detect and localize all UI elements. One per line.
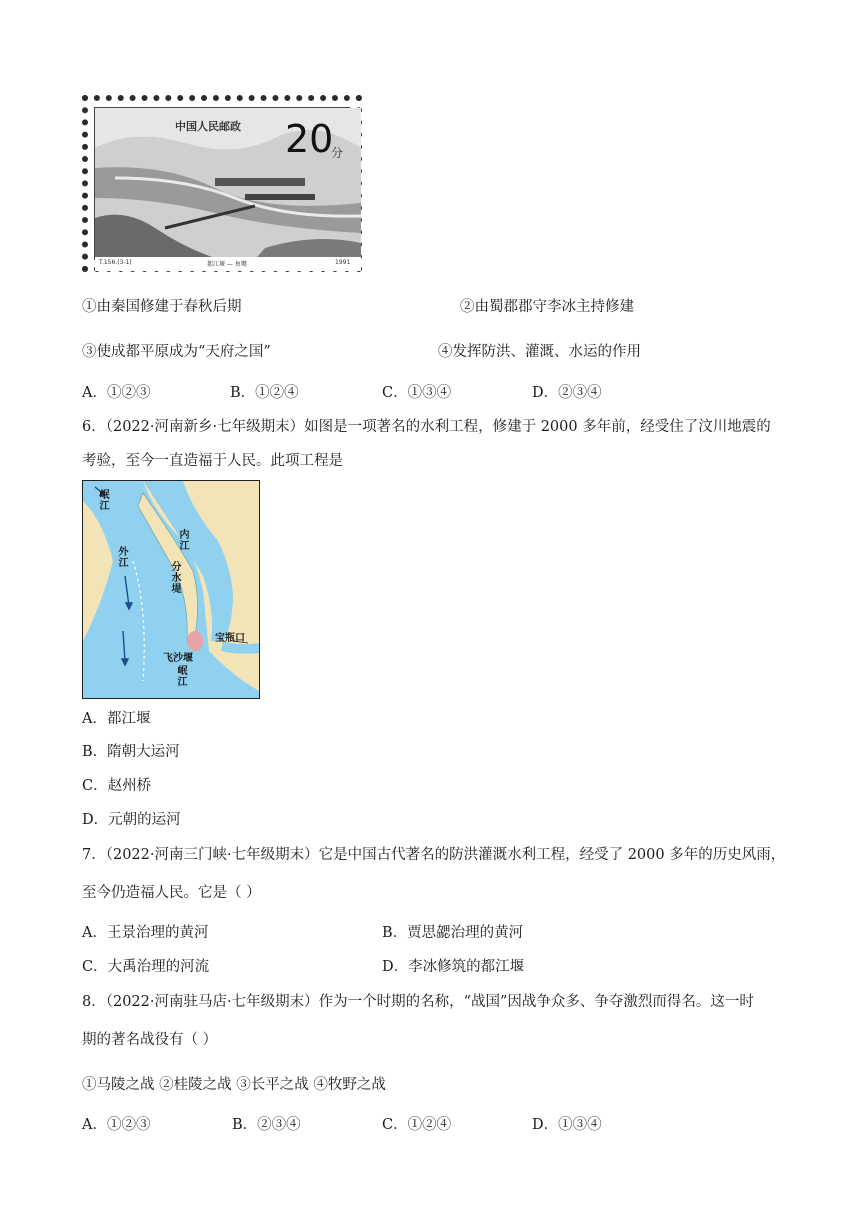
q5-statement-4: ④发挥防洪、灌溉、水运的作用 — [438, 344, 641, 360]
stamp-code: T.156.(3-1) — [99, 259, 132, 266]
stamp-unit: 分 — [331, 146, 344, 160]
q5-option-b[interactable]: B．①②④ — [230, 385, 299, 401]
q8-option-a[interactable]: A．①②③ — [82, 1117, 151, 1133]
q5-option-c[interactable]: C．①③④ — [382, 385, 452, 401]
q6-option-c[interactable]: C．赵州桥 — [82, 778, 152, 794]
map-label-waijiang: 外江 — [116, 546, 127, 568]
q5-option-d[interactable]: D．②③④ — [532, 385, 602, 401]
stamp-image — [82, 95, 362, 272]
map-label-neijiang: 内江 — [177, 529, 188, 551]
q5-option-a[interactable]: A．①②③ — [82, 385, 151, 401]
stamp-picture — [94, 107, 351, 268]
q5-statement-2: ②由蜀郡郡守李冰主持修建 — [460, 299, 634, 315]
q8-option-b[interactable]: B．②③④ — [232, 1117, 301, 1133]
q7-stem-line2: 至今仍造福人民。它是（ ） — [82, 885, 261, 901]
q6-stem-line2: 考验，至今一直造福于人民。此项工程是 — [82, 453, 343, 469]
q8-option-c[interactable]: C．①②④ — [382, 1117, 452, 1133]
stamp-value: 20 — [285, 117, 334, 161]
q6-option-b[interactable]: B．隋朝大运河 — [82, 744, 180, 760]
q8-stem-line1: 8．（2022·河南驻马店·七年级期末）作为一个时期的名称，“战国”因战争众多、争夺激烈而得名。这一时 — [82, 994, 754, 1010]
q7-option-d[interactable]: D．李冰修筑的都江堰 — [382, 959, 525, 975]
q5-statement-1: ①由秦国修建于春秋后期 — [82, 299, 242, 315]
q8-items: ①马陵之战 ②桂陵之战 ③长平之战 ④牧野之战 — [82, 1077, 386, 1093]
map-label-minjiang-top: 岷江 — [97, 489, 108, 511]
q6-stem-line1: 6．（2022·河南新乡·七年级期末）如图是一项著名的水利工程，修建于 2000 多年前，经受住了汶川地震的 — [82, 419, 771, 435]
stamp-caption: 都江堰 — 鱼嘴 — [207, 261, 247, 268]
q6-option-a[interactable]: A．都江堰 — [82, 711, 151, 727]
map-label-feishayan: 飞沙堰 — [163, 653, 193, 664]
q7-option-b[interactable]: B．贾思勰治理的黄河 — [382, 925, 524, 941]
stamp-year: 1991 — [335, 259, 351, 266]
map-label-baopingkou: 宝瓶口 — [215, 633, 245, 644]
q8-stem-line2: 期的著名战役有（ ） — [82, 1032, 218, 1048]
q7-option-c[interactable]: C．大禹治理的河流 — [82, 959, 210, 975]
q7-stem-line1: 7．（2022·河南三门峡·七年级期末）它是中国古代著名的防洪灌溉水利工程，经受了 2000 多年的历史风雨， — [82, 847, 786, 863]
q6-option-d[interactable]: D．元朝的运河 — [82, 812, 181, 828]
q5-statement-3: ③使成都平原成为“天府之国” — [82, 344, 271, 360]
map-label-minjiang-bottom: 岷江 — [175, 665, 186, 687]
q7-option-a[interactable]: A．王景治理的黄河 — [82, 925, 209, 941]
map-label-fenshuidi: 分水堤 — [169, 561, 180, 594]
stamp-country: 中国人民邮政 — [175, 120, 241, 133]
dujiangyan-map — [82, 480, 260, 699]
q8-option-d[interactable]: D．①③④ — [532, 1117, 602, 1133]
